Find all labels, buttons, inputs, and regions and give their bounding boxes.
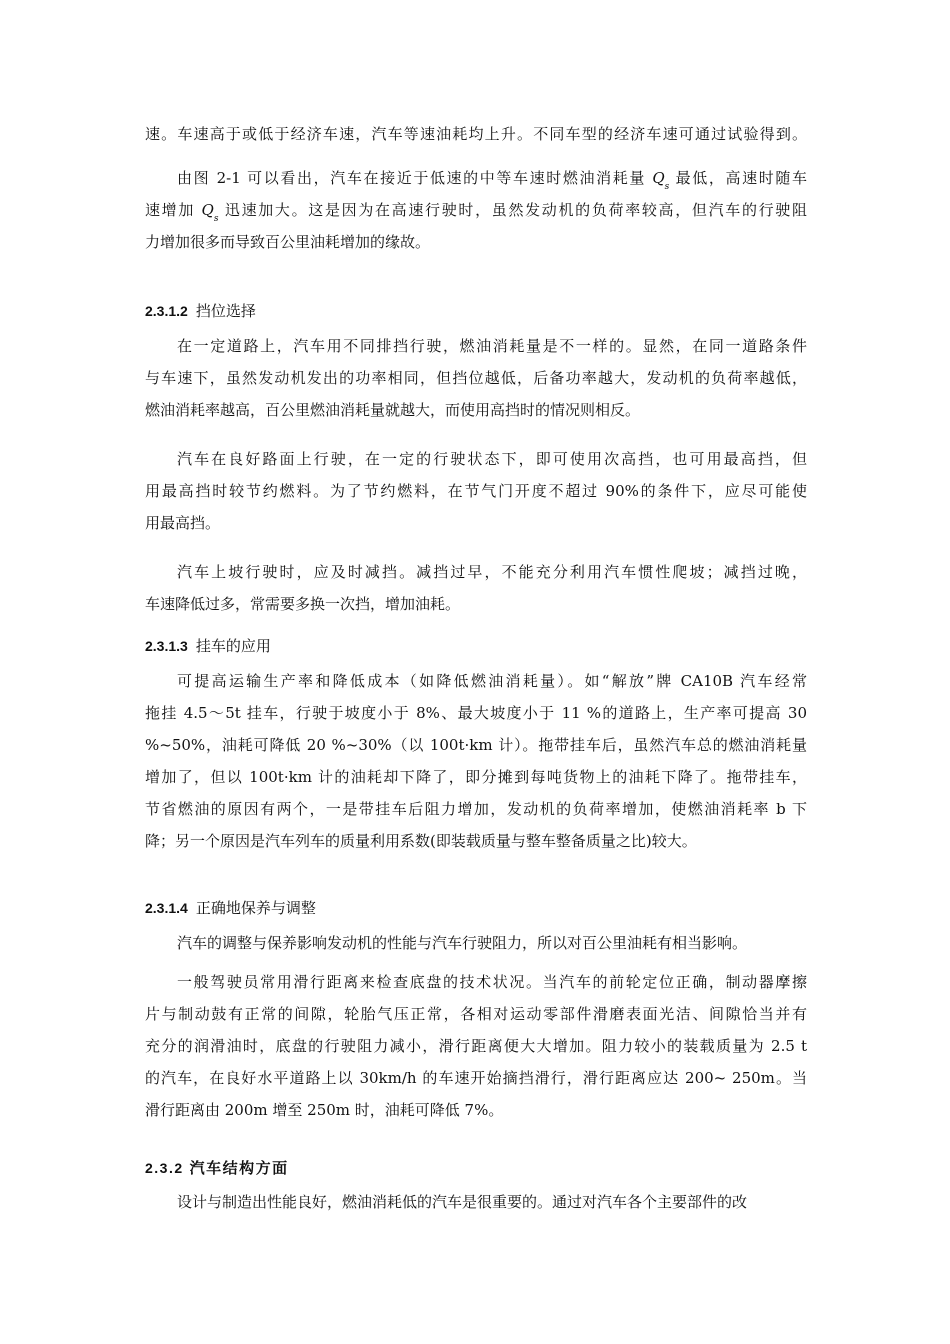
paragraph bbox=[145, 556, 807, 620]
paragraph-line: 可提高运输生产率和降低成本（如降低燃油消耗量）。如“解放”牌 CA10B 汽车经常 bbox=[177, 672, 807, 690]
paragraph-line: 用最高挡时较节约燃料。为了节约燃料，在节气门开度不超过 90%的条件下，应尽可能使 bbox=[145, 482, 807, 500]
section-number: 2.3.1.3 bbox=[145, 638, 188, 654]
paragraph-line: 由图 2-1 可以看出，汽车在接近于低速的中等车速时燃油消耗量 $Q_s$ 最低，高速时随车 bbox=[177, 169, 807, 192]
section-heading bbox=[145, 295, 807, 327]
section-title: 正确地保养与调整 bbox=[195, 899, 316, 917]
paragraph-line: 增加了，但以 100t·km 计的油耗却下降了，即分摊到每吨货物上的油耗下降了。拖带挂车， bbox=[145, 768, 807, 786]
paragraph-line: 汽车上坡行驶时，应及时减挡。减挡过早，不能充分利用汽车惯性爬坡；减挡过晚， bbox=[177, 563, 807, 581]
paragraph-line: 速。车速高于或低于经济车速，汽车等速油耗均上升。不同车型的经济车速可通过试验得到。 bbox=[145, 125, 807, 143]
section-heading bbox=[145, 892, 807, 924]
paragraph-line: 滑行距离由 200m 增至 250m 时，油耗可降低 7%。 bbox=[145, 1101, 504, 1119]
paragraph-line: 降；另一个原因是汽车列车的质量利用系数(即装载质量与整车整备质量之比)较大。 bbox=[145, 832, 697, 850]
paragraph-line: 汽车的调整与保养影响发动机的性能与汽车行驶阻力，所以对百公里油耗有相当影响。 bbox=[177, 934, 748, 952]
paragraph-line: 节省燃油的原因有两个，一是带挂车后阻力增加，发动机的负荷率增加，使燃油消耗率 b 下 bbox=[145, 800, 807, 818]
section-title: 挂车的应用 bbox=[195, 637, 271, 655]
paragraph-line: 车速降低过多，常需要多换一次挡，增加油耗。 bbox=[145, 595, 461, 613]
section-number: 2.3.1.4 bbox=[145, 900, 188, 916]
q-s-symbol: $Q_s$ bbox=[201, 201, 219, 224]
paragraph bbox=[145, 927, 807, 959]
section-title: 汽车结构方面 bbox=[189, 1159, 289, 1177]
paragraph-line: 用最高挡。 bbox=[145, 514, 221, 532]
paragraph bbox=[145, 330, 807, 426]
paragraph bbox=[145, 162, 807, 258]
section-number: 2.3.1.2 bbox=[145, 303, 188, 319]
paragraph-line: %~50%，油耗可降低 20 %~30%（以 100t·km 计）。拖带挂车后，虽然汽车总的燃油消耗量 bbox=[145, 736, 807, 754]
paragraph bbox=[145, 1186, 807, 1218]
paragraph-line: 燃油消耗率越高，百公里燃油消耗量就越大，而使用高挡时的情况则相反。 bbox=[145, 401, 641, 419]
paragraph-line: 设计与制造出性能良好，燃油消耗低的汽车是很重要的。通过对汽车各个主要部件的改 bbox=[177, 1193, 748, 1211]
paragraph-line: 速增加 $Q_s$ 迅速加大。这是因为在高速行驶时，虽然发动机的负荷率较高，但汽车的行驶阻 bbox=[145, 201, 807, 224]
paragraph-line: 片与制动鼓有正常的间隙，轮胎气压正常，各相对运动零部件滑磨表面光洁、间隙恰当并有 bbox=[145, 1005, 807, 1023]
paragraph-line: 拖挂 4.5～5t 挂车，行驶于坡度小于 8%、最大坡度小于 11 %的道路上，生产率可提高 30 bbox=[145, 704, 807, 722]
section-number: 2.3.2 bbox=[145, 1160, 184, 1176]
paragraph-line: 在一定道路上，汽车用不同排挡行驶，燃油消耗量是不一样的。显然，在同一道路条件 bbox=[177, 337, 807, 355]
paragraph-line: 的汽车，在良好水平道路上以 30km/h 的车速开始摘挡滑行，滑行距离应达 200~ 250m。当 bbox=[145, 1069, 807, 1087]
paragraph-line: 充分的润滑油时，底盘的行驶阻力减小，滑行距离便大大增加。阻力较小的装载质量为 2.5 t bbox=[145, 1037, 807, 1055]
q-s-symbol: $Q_s$ bbox=[652, 169, 670, 192]
section-heading bbox=[145, 1152, 807, 1184]
section-title: 挡位选择 bbox=[195, 302, 256, 320]
paragraph bbox=[145, 665, 807, 857]
paragraph-line: 力增加很多而导致百公里油耗增加的缘故。 bbox=[145, 233, 431, 251]
paragraph bbox=[145, 443, 807, 539]
paragraph-line: 与车速下，虽然发动机发出的功率相同，但挡位越低，后备功率越大，发动机的负荷率越低， bbox=[145, 369, 807, 387]
paragraph bbox=[145, 966, 807, 1126]
paragraph bbox=[145, 118, 807, 150]
paragraph-line: 一般驾驶员常用滑行距离来检查底盘的技术状况。当汽车的前轮定位正确，制动器摩擦 bbox=[177, 973, 807, 991]
section-heading bbox=[145, 630, 807, 662]
paragraph-line: 汽车在良好路面上行驶，在一定的行驶状态下，即可使用次高挡，也可用最高挡，但 bbox=[177, 450, 807, 468]
